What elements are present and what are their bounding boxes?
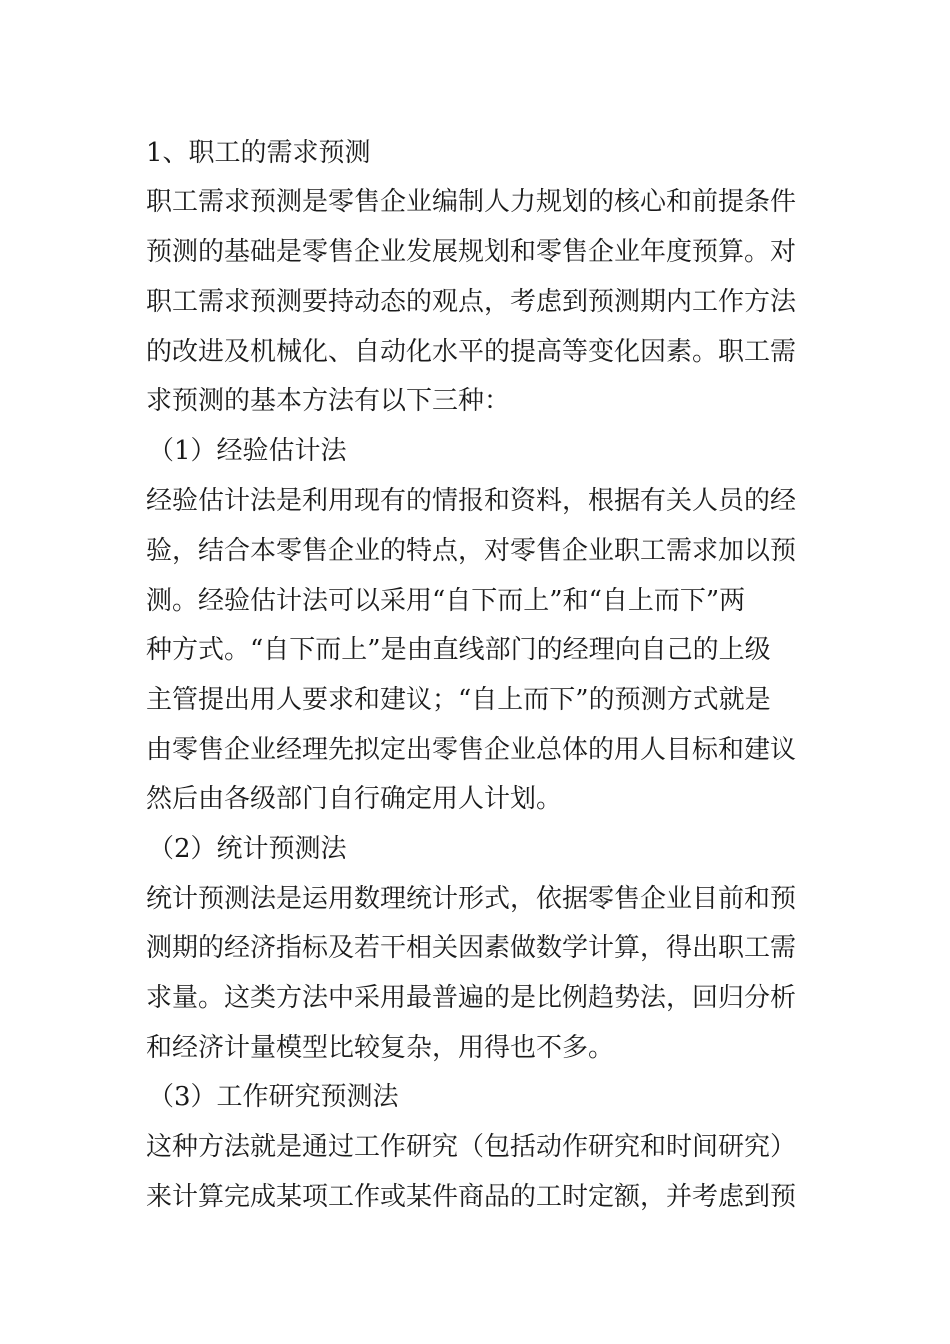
paragraph-line: 求预测的基本方法有以下三种： — [146, 386, 511, 416]
paragraph-line: 这种方法就是通过工作研究（包括动作研究和时间研究） — [146, 1132, 797, 1162]
paragraph-line: 验，结合本零售企业的特点，对零售企业职工需求加以预 — [146, 536, 797, 566]
paragraph-line: 求量。这类方法中采用最普遍的是比例趋势法，回归分析 — [146, 983, 797, 1013]
paragraph-line: 的改进及机械化、自动化水平的提高等变化因素。职工需 — [146, 337, 797, 367]
paragraph-line: 统计预测法是运用数理统计形式，依据零售企业目前和预 — [146, 884, 797, 914]
paragraph-line: 由零售企业经理先拟定出零售企业总体的用人目标和建议 — [146, 735, 797, 765]
paragraph-line: 种方式。“自下而上”是由直线部门的经理向自己的上级 — [146, 635, 771, 665]
paragraph-line: 主管提出用人要求和建议；“自上而下”的预测方式就是 — [146, 685, 771, 715]
section-title: 1、职工的需求预测 — [146, 138, 371, 168]
paragraph-line: 和经济计量模型比较复杂，用得也不多。 — [146, 1033, 615, 1063]
paragraph-line: 职工需求预测要持动态的观点，考虑到预测期内工作方法 — [146, 287, 797, 317]
paragraph-line: 经验估计法是利用现有的情报和资料，根据有关人员的经 — [146, 486, 797, 516]
subsection-heading: （3）工作研究预测法 — [148, 1082, 399, 1112]
paragraph-line: 测期的经济指标及若干相关因素做数学计算，得出职工需 — [146, 933, 797, 963]
paragraph-line: 测。经验估计法可以采用“自下而上”和“自上而下”两 — [146, 586, 746, 616]
paragraph-line: 职工需求预测是零售企业编制人力规划的核心和前提条件 — [146, 187, 797, 217]
paragraph-line: 预测的基础是零售企业发展规划和零售企业年度预算。对 — [146, 237, 797, 267]
subsection-heading: （1）经验估计法 — [148, 436, 347, 466]
paragraph-line: 然后由各级部门自行确定用人计划。 — [146, 784, 563, 814]
paragraph-line: 来计算完成某项工作或某件商品的工时定额，并考虑到预 — [146, 1182, 797, 1212]
subsection-heading: （2）统计预测法 — [148, 834, 347, 864]
